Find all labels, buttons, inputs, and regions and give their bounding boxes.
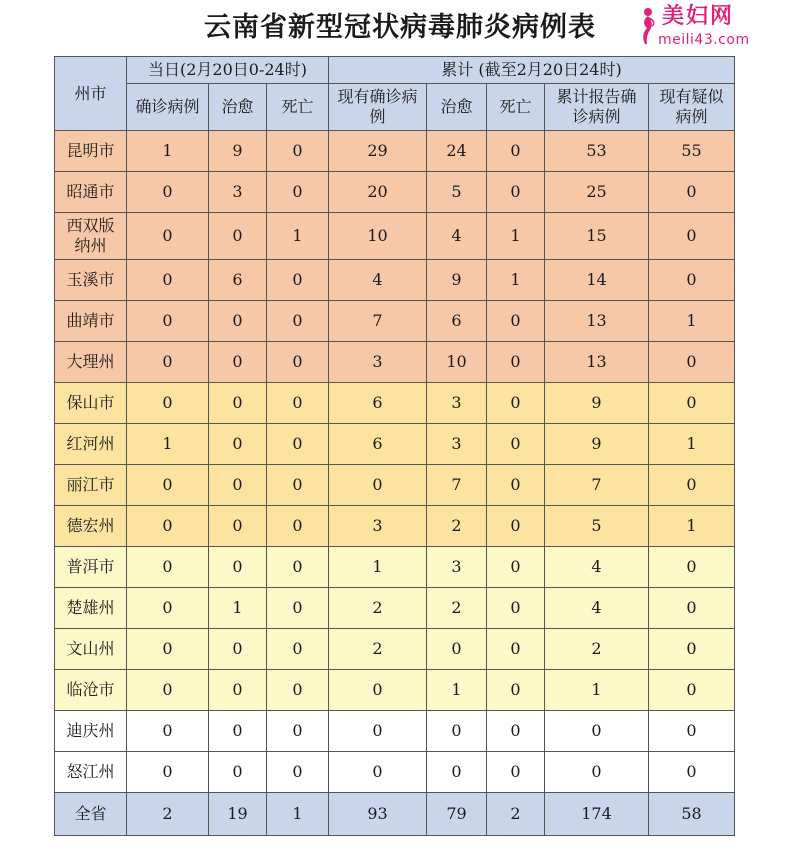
page-title: 云南省新型冠状病毒肺炎病例表: [204, 12, 596, 43]
cell-value: 0: [487, 670, 545, 711]
cell-value: 1: [649, 301, 735, 342]
case-table: [54, 56, 735, 836]
cell-value: 15: [545, 213, 649, 260]
cell-value: 4: [329, 260, 427, 301]
cell-value: 10: [329, 213, 427, 260]
header-total-reported: 累计报告确诊病例: [545, 84, 649, 131]
cell-value: 6: [329, 424, 427, 465]
cell-value: 1: [649, 424, 735, 465]
cell-value: 9: [545, 383, 649, 424]
cell-value: 0: [127, 547, 209, 588]
cell-value: 0: [487, 131, 545, 172]
cell-value: 1: [649, 506, 735, 547]
cell-value: 1: [127, 424, 209, 465]
total-value: 19: [209, 793, 267, 836]
cell-value: 4: [545, 588, 649, 629]
cell-value: 3: [209, 172, 267, 213]
cell-value: 1: [209, 588, 267, 629]
table-row: [55, 301, 735, 342]
cell-value: 1: [127, 131, 209, 172]
cell-value: 2: [545, 629, 649, 670]
cell-value: 0: [127, 260, 209, 301]
cell-value: 7: [545, 465, 649, 506]
city-name: 丽江市: [55, 465, 127, 506]
cell-value: 0: [209, 342, 267, 383]
cell-value: 0: [209, 752, 267, 793]
cell-value: 3: [329, 342, 427, 383]
cell-value: 4: [545, 547, 649, 588]
cell-value: 3: [329, 506, 427, 547]
city-name: 临沧市: [55, 670, 127, 711]
total-value: 2: [127, 793, 209, 836]
cell-value: 20: [329, 172, 427, 213]
cell-value: 0: [487, 424, 545, 465]
city-name: 大理州: [55, 342, 127, 383]
cell-value: 0: [649, 629, 735, 670]
cell-value: 0: [267, 711, 329, 752]
cell-value: 0: [649, 213, 735, 260]
city-name: 德宏州: [55, 506, 127, 547]
cell-value: 1: [487, 213, 545, 260]
cell-value: 0: [487, 342, 545, 383]
total-label: 全省: [55, 793, 127, 836]
cell-value: 0: [329, 670, 427, 711]
cell-value: 53: [545, 131, 649, 172]
cell-value: 1: [545, 670, 649, 711]
lady-silhouette-icon: [636, 6, 658, 46]
cell-value: 9: [427, 260, 487, 301]
table-row: [55, 547, 735, 588]
cell-value: 0: [209, 547, 267, 588]
cell-value: 25: [545, 172, 649, 213]
total-value: 58: [649, 793, 735, 836]
cell-value: 2: [427, 506, 487, 547]
city-name: 楚雄州: [55, 588, 127, 629]
cell-value: 0: [329, 711, 427, 752]
cell-value: 0: [487, 629, 545, 670]
cell-value: 13: [545, 301, 649, 342]
cell-value: 0: [329, 752, 427, 793]
cell-value: 0: [545, 752, 649, 793]
header-city: 州市: [55, 57, 127, 131]
table-row: [55, 629, 735, 670]
cell-value: 0: [209, 711, 267, 752]
cell-value: 0: [649, 260, 735, 301]
cell-value: 0: [127, 506, 209, 547]
cell-value: 0: [267, 465, 329, 506]
city-name: 普洱市: [55, 547, 127, 588]
header-daily-cured: 治愈: [209, 84, 267, 131]
cell-value: 0: [127, 588, 209, 629]
cell-value: 0: [209, 424, 267, 465]
header-cumulative-group: 累计 (截至2月20日24时): [329, 57, 735, 84]
cell-value: 0: [267, 752, 329, 793]
cell-value: 29: [329, 131, 427, 172]
cell-value: 0: [267, 547, 329, 588]
cell-value: 0: [649, 172, 735, 213]
cell-value: 3: [427, 547, 487, 588]
cell-value: 9: [209, 131, 267, 172]
cell-value: 0: [127, 342, 209, 383]
cell-value: 0: [127, 213, 209, 260]
table-row: [55, 670, 735, 711]
cell-value: 0: [127, 629, 209, 670]
cell-value: 0: [267, 131, 329, 172]
cell-value: 9: [545, 424, 649, 465]
city-name: 西双版纳州: [55, 213, 127, 260]
header-current-confirmed: 现有确诊病例: [329, 84, 427, 131]
cell-value: 0: [649, 383, 735, 424]
cell-value: 7: [329, 301, 427, 342]
table-row: [55, 383, 735, 424]
table-row: [55, 588, 735, 629]
cell-value: 0: [649, 547, 735, 588]
cell-value: 0: [649, 752, 735, 793]
cell-value: 0: [127, 301, 209, 342]
cell-value: 0: [209, 383, 267, 424]
city-name: 红河州: [55, 424, 127, 465]
cell-value: 0: [267, 588, 329, 629]
watermark: [636, 4, 786, 52]
table-row: [55, 752, 735, 793]
cell-value: 0: [487, 465, 545, 506]
cell-value: 2: [329, 588, 427, 629]
table-row: [55, 506, 735, 547]
cell-value: 0: [127, 383, 209, 424]
cell-value: 0: [487, 588, 545, 629]
cell-value: 0: [649, 342, 735, 383]
cell-value: 0: [209, 213, 267, 260]
cell-value: 0: [267, 301, 329, 342]
cell-value: 24: [427, 131, 487, 172]
cell-value: 0: [487, 547, 545, 588]
cell-value: 2: [427, 588, 487, 629]
cell-value: 7: [427, 465, 487, 506]
city-name: 保山市: [55, 383, 127, 424]
header-daily-group: 当日(2月20日0-24时): [127, 57, 329, 84]
cell-value: 0: [267, 670, 329, 711]
cell-value: 0: [267, 172, 329, 213]
table-row: [55, 424, 735, 465]
cell-value: 0: [127, 752, 209, 793]
cell-value: 0: [209, 670, 267, 711]
watermark-url: meili43.com: [658, 32, 750, 48]
table-row: [55, 342, 735, 383]
table-row: [55, 260, 735, 301]
total-value: 93: [329, 793, 427, 836]
watermark-name: 美妇网: [662, 4, 735, 29]
cell-value: 0: [127, 465, 209, 506]
cell-value: 0: [267, 342, 329, 383]
header-suspected: 现有疑似病例: [649, 84, 735, 131]
cell-value: 0: [127, 670, 209, 711]
cell-value: 1: [329, 547, 427, 588]
cell-value: 0: [487, 506, 545, 547]
city-name: 昭通市: [55, 172, 127, 213]
header-total-deaths: 死亡: [487, 84, 545, 131]
cell-value: 6: [329, 383, 427, 424]
cell-value: 0: [427, 629, 487, 670]
cell-value: 0: [329, 465, 427, 506]
cell-value: 0: [209, 465, 267, 506]
cell-value: 0: [545, 711, 649, 752]
cell-value: 0: [267, 383, 329, 424]
header-daily-confirmed: 确诊病例: [127, 84, 209, 131]
cell-value: 2: [329, 629, 427, 670]
cell-value: 1: [267, 213, 329, 260]
cell-value: 0: [649, 465, 735, 506]
total-value: 1: [267, 793, 329, 836]
cell-value: 0: [267, 424, 329, 465]
cell-value: 3: [427, 383, 487, 424]
table-row: [55, 131, 735, 172]
city-name: 文山州: [55, 629, 127, 670]
cell-value: 0: [127, 711, 209, 752]
cell-value: 4: [427, 213, 487, 260]
city-name: 曲靖市: [55, 301, 127, 342]
cell-value: 6: [209, 260, 267, 301]
cell-value: 14: [545, 260, 649, 301]
city-name: 玉溪市: [55, 260, 127, 301]
table-row: [55, 172, 735, 213]
total-row: [55, 793, 735, 836]
cell-value: 3: [427, 424, 487, 465]
cell-value: 1: [487, 260, 545, 301]
cell-value: 0: [487, 301, 545, 342]
cell-value: 10: [427, 342, 487, 383]
cell-value: 0: [267, 506, 329, 547]
cell-value: 1: [427, 670, 487, 711]
total-value: 174: [545, 793, 649, 836]
cell-value: 0: [127, 172, 209, 213]
table-row: [55, 711, 735, 752]
cell-value: 0: [209, 301, 267, 342]
cell-value: 0: [649, 588, 735, 629]
cell-value: 5: [427, 172, 487, 213]
header-daily-deaths: 死亡: [267, 84, 329, 131]
cell-value: 13: [545, 342, 649, 383]
cell-value: 0: [267, 629, 329, 670]
cell-value: 0: [427, 711, 487, 752]
table-row: [55, 465, 735, 506]
city-name: 怒江州: [55, 752, 127, 793]
cell-value: 0: [649, 711, 735, 752]
cell-value: 0: [267, 260, 329, 301]
total-value: 2: [487, 793, 545, 836]
cell-value: 55: [649, 131, 735, 172]
cell-value: 0: [649, 670, 735, 711]
cell-value: 0: [487, 752, 545, 793]
cell-value: 0: [209, 506, 267, 547]
cell-value: 0: [209, 629, 267, 670]
header-total-cured: 治愈: [427, 84, 487, 131]
cell-value: 6: [427, 301, 487, 342]
cell-value: 0: [487, 172, 545, 213]
cell-value: 0: [427, 752, 487, 793]
table-row: [55, 213, 735, 260]
cell-value: 0: [487, 383, 545, 424]
total-value: 79: [427, 793, 487, 836]
cell-value: 5: [545, 506, 649, 547]
city-name: 迪庆州: [55, 711, 127, 752]
city-name: 昆明市: [55, 131, 127, 172]
cell-value: 0: [487, 711, 545, 752]
